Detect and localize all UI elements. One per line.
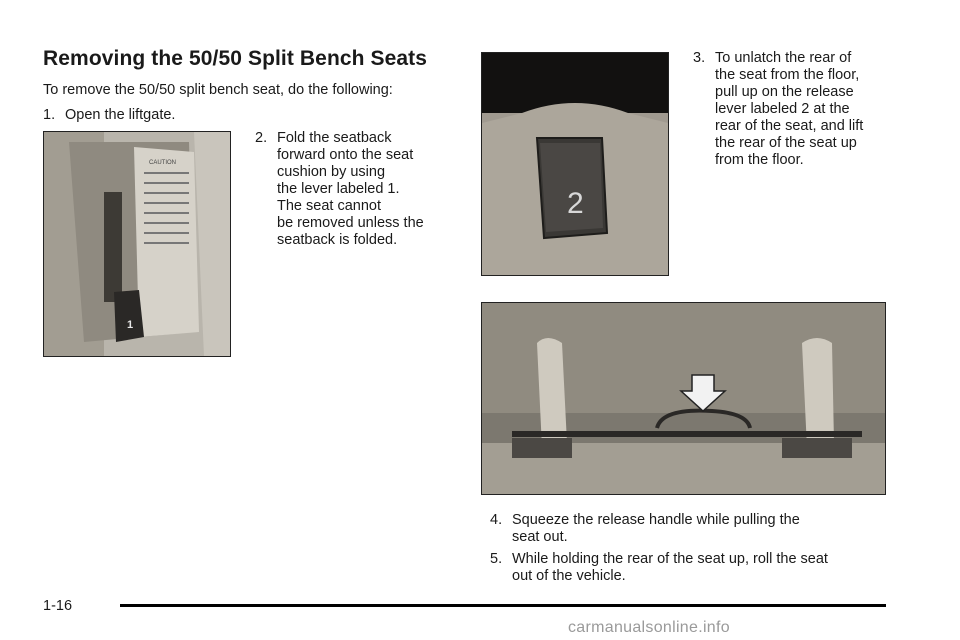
step-5: 5. While holding the rear of the seat up, roll the seat out of the vehicle. [490, 551, 828, 584]
caution-sticker: CAUTION [149, 160, 176, 166]
intro-text: To remove the 50/50 split bench seat, do the following: [43, 82, 393, 98]
page-title: Removing the 50/50 Split Bench Seats [43, 47, 428, 70]
lever-2-label: 2 [567, 187, 584, 220]
lever-1-label: 1 [127, 319, 134, 331]
seatback-lever-photo [43, 131, 231, 357]
step-1: 1. Open the liftgate. [43, 107, 176, 123]
step-4: 4. Squeeze the release handle while pulling the seat out. [490, 512, 800, 545]
step-2: 2. Fold the seatback forward onto the seat cushion by using the lever labeled 1. The seat cannot be removed unless the seatback is folded. [255, 130, 424, 248]
release-handle-photo [481, 302, 886, 495]
release-lever-photo [481, 52, 669, 276]
page-number: 1-16 [43, 598, 73, 614]
step-3: 3. To unlatch the rear of the seat from the floor, pull up on the release lever labeled 2 at the rear of the seat, and lift the rear of the seat up from the floor. [693, 50, 864, 168]
watermark: carmanualsonline.info [568, 619, 730, 636]
footer-rule [120, 604, 886, 607]
